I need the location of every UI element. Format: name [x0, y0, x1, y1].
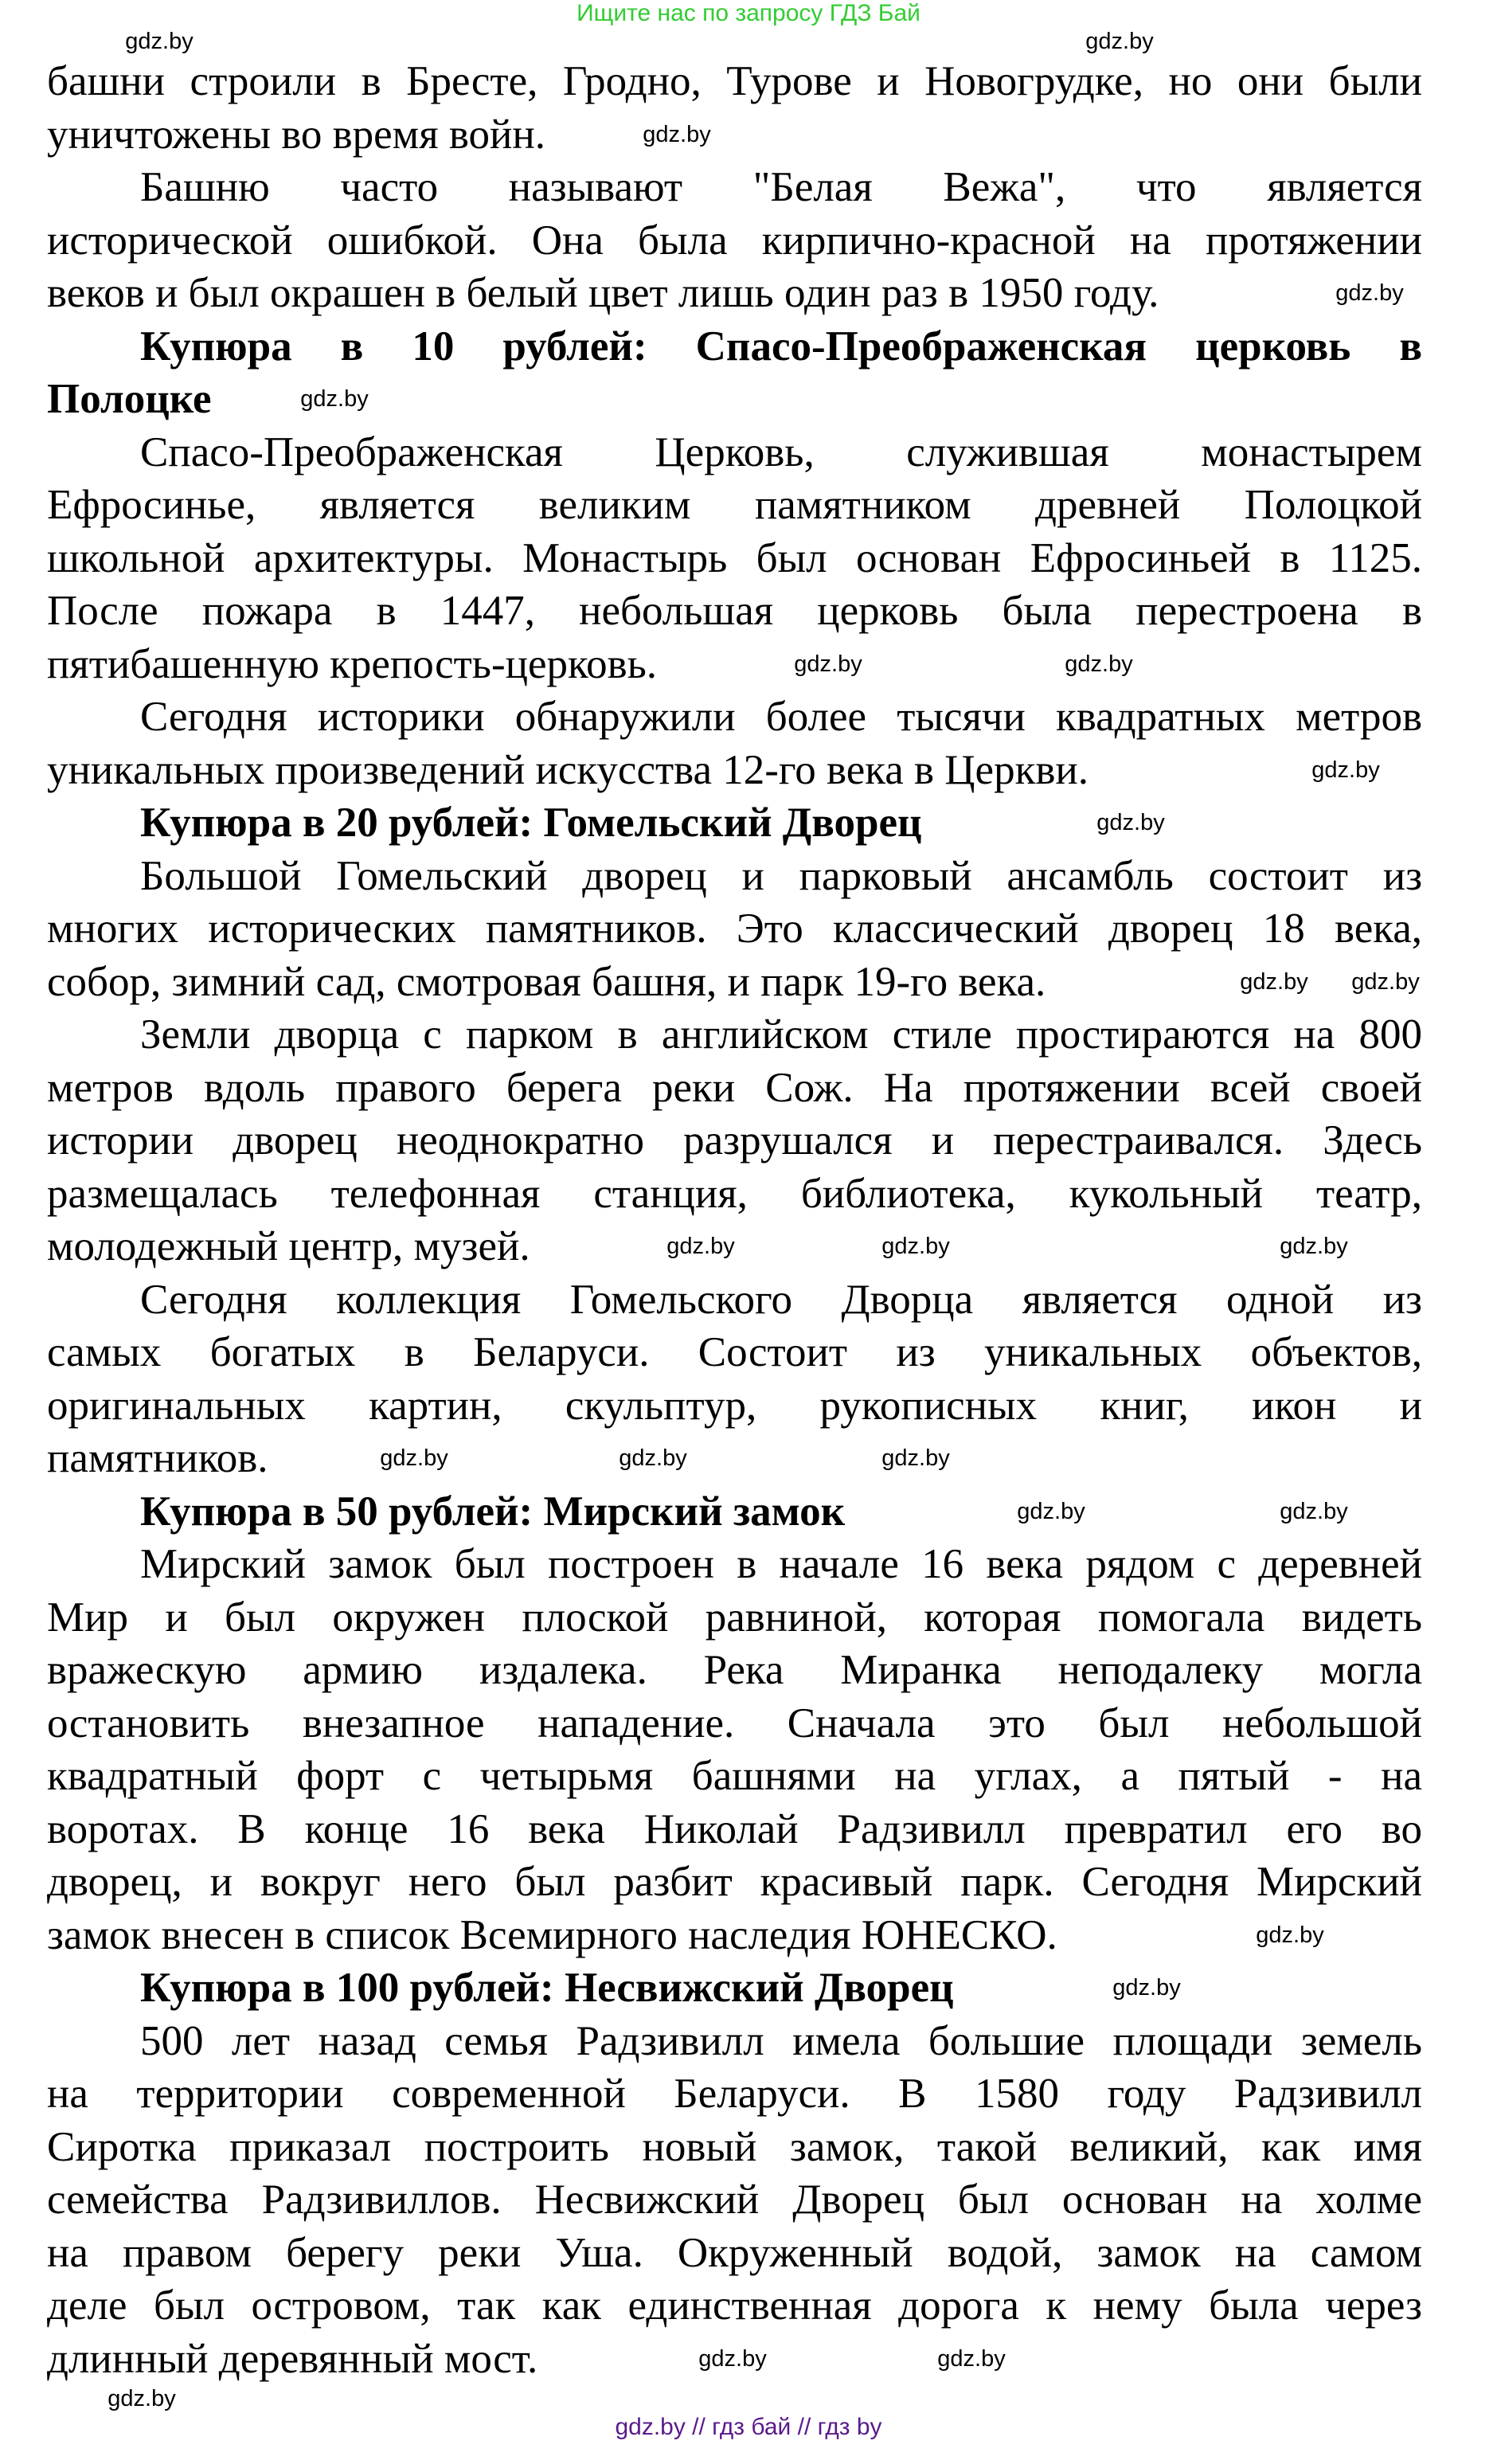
gdz-watermark: gdz.by — [1351, 968, 1420, 995]
text-line: деле был островом, так как единственная дорога к нему была через — [47, 2282, 1422, 2329]
text-line: дворец, и вокруг него был разбит красивый парк. Сегодня Мирский — [47, 1859, 1422, 1905]
text-line: Земли дворца с парком в английском стиле простираются на 800 — [140, 1011, 1422, 1058]
gdz-watermark: gdz.by — [619, 1445, 687, 1472]
gdz-watermark: gdz.by — [698, 2345, 767, 2372]
text-line: Сегодня коллекция Гомельского Дворца является одной из — [140, 1276, 1422, 1323]
gdz-watermark: gdz.by — [125, 29, 193, 54]
gdz-watermark: gdz.by — [1311, 757, 1380, 783]
text-line: Большой Гомельский дворец и парковый ансамбль состоит из — [140, 852, 1422, 899]
section-heading-line: Купюра в 100 рублей: Несвижский Дворец — [140, 1965, 954, 2011]
search-hint-banner: Ищите нас по запросу ГДЗ Бай — [577, 0, 920, 26]
document-body — [47, 55, 1422, 2385]
gdz-watermark: gdz.by — [1096, 810, 1165, 836]
text-line: воротах. В конце 16 века Николай Радзивилл превратил его во — [47, 1805, 1422, 1852]
text-line: Сиротка приказал построить новый замок, такой великий, как имя — [47, 2123, 1422, 2170]
gdz-watermark: gdz.by — [107, 2386, 176, 2411]
text-line: школьной архитектуры. Монастырь был основан Ефросиньей в 1125. — [47, 534, 1422, 581]
text-line: веков и был окрашен в белый цвет лишь один раз в 1950 году. — [47, 270, 1159, 316]
gdz-watermark: gdz.by — [1085, 29, 1154, 54]
text-line: Мир и был окружен плоской равниной, которая помогала видеть — [47, 1594, 1422, 1641]
gdz-watermark: gdz.by — [881, 1234, 950, 1260]
text-line: Мирский замок был построен в начале 16 века рядом с деревней — [140, 1541, 1422, 1587]
gdz-watermark: gdz.by — [1240, 968, 1308, 995]
text-line: оригинальных картин, скульптур, рукописных книг, икон и — [47, 1382, 1422, 1429]
text-line: уникальных произведений искусства 12-го века в Церкви. — [47, 746, 1089, 793]
text-line: многих исторических памятников. Это классический дворец 18 века, — [47, 905, 1422, 952]
text-line: размещалась телефонная станция, библиотека, кукольный театр, — [47, 1170, 1422, 1217]
text-line: Сегодня историки обнаружили более тысячи квадратных метров — [140, 694, 1422, 740]
text-line: длинный деревянный мост. — [47, 2335, 538, 2382]
gdz-watermark: gdz.by — [1017, 1498, 1085, 1524]
gdz-watermark: gdz.by — [881, 1445, 950, 1472]
gdz-watermark: gdz.by — [794, 651, 862, 677]
gdz-watermark: gdz.by — [1065, 651, 1133, 677]
gdz-watermark: gdz.by — [666, 1234, 735, 1260]
section-heading-line: Купюра в 20 рублей: Гомельский Дворец — [140, 800, 922, 846]
text-line: пятибашенную крепость-церковь. — [47, 640, 658, 687]
gdz-watermark: gdz.by — [1112, 1975, 1181, 2001]
text-line: на правом берегу реки Уша. Окруженный водой, замок на самом — [47, 2229, 1422, 2276]
footer-watermark: gdz.by // гдз бай // гдз by — [615, 2414, 882, 2440]
text-line: метров вдоль правого берега реки Сож. На протяжении всей своей — [47, 1064, 1422, 1111]
text-line: собор, зимний сад, смотровая башня, и парк 19-го века. — [47, 958, 1046, 1005]
text-line: квадратный форт с четырьмя башнями на углах, а пятый - на — [47, 1753, 1422, 1799]
text-line: на территории современной Беларуси. В 1580 году Радзивилл — [47, 2071, 1422, 2117]
text-line: исторической ошибкой. Она была кирпично-красной на протяжении — [47, 217, 1422, 264]
gdz-watermark: gdz.by — [643, 121, 711, 147]
gdz-watermark: gdz.by — [1256, 1922, 1324, 1948]
text-line: истории дворец неоднократно разрушался и перестраивался. Здесь — [47, 1117, 1422, 1164]
section-heading-line: Полоцке — [47, 376, 212, 422]
text-line: 500 лет назад семья Радзивилл имела большие площади земель — [140, 2017, 1422, 2064]
text-line: памятников. — [47, 1435, 268, 1481]
gdz-watermark: gdz.by — [1335, 280, 1404, 307]
text-line: самых богатых в Беларуси. Состоит из уникальных объектов, — [47, 1329, 1422, 1375]
text-line: После пожара в 1447, небольшая церковь была перестроена в — [47, 588, 1422, 634]
text-line: вражескую армию издалека. Река Миранка неподалеку могла — [47, 1647, 1422, 1693]
text-line: Спасо-Преображенская Церковь, служившая монастырем — [140, 428, 1422, 475]
text-line: молодежный центр, музей. — [47, 1223, 530, 1269]
text-line: замок внесен в список Всемирного наследия ЮНЕСКО. — [47, 1911, 1057, 1958]
gdz-watermark: gdz.by — [300, 386, 369, 413]
text-line: уничтожены во время войн. — [47, 111, 545, 158]
text-line: башни строили в Бресте, Гродно, Турове и Новогрудке, но они были — [47, 58, 1422, 104]
text-line: Ефросинье, является великим памятником древней Полоцкой — [47, 482, 1422, 528]
text-line: семейства Радзивиллов. Несвижский Дворец был основан на холме — [47, 2177, 1422, 2223]
text-line: Башню часто называют "Белая Вежа", что является — [140, 164, 1422, 210]
gdz-watermark: gdz.by — [937, 2345, 1006, 2372]
gdz-watermark: gdz.by — [1280, 1234, 1348, 1260]
gdz-watermark: gdz.by — [1280, 1498, 1348, 1524]
text-line: остановить внезапное нападение. Сначала это был небольшой — [47, 1699, 1422, 1746]
section-heading-line: Купюра в 10 рублей: Спасо-Преображенская церковь в — [140, 323, 1422, 370]
gdz-watermark: gdz.by — [380, 1445, 448, 1472]
section-heading-line: Купюра в 50 рублей: Мирский замок — [140, 1488, 846, 1535]
